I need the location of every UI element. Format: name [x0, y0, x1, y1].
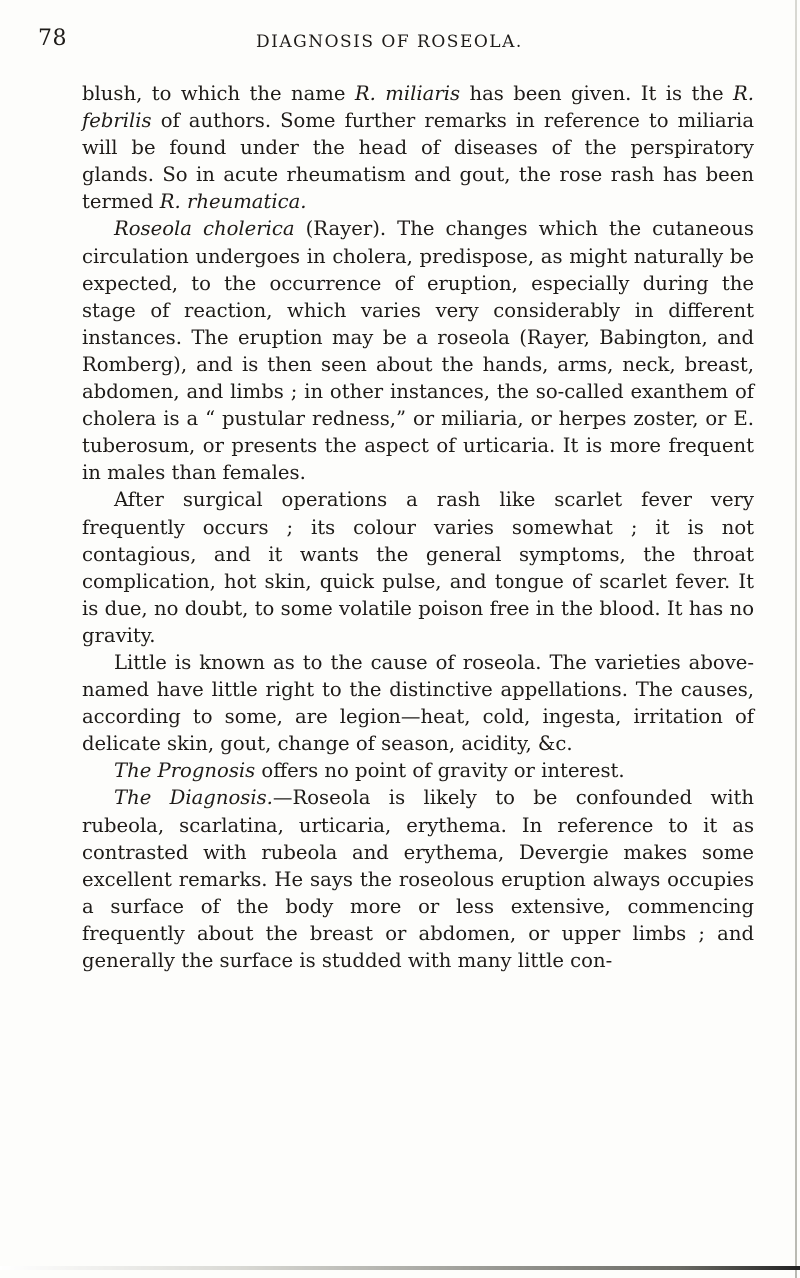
paragraph: [82, 80, 754, 215]
page-header: [38, 26, 758, 60]
text-run: has been given. It is the: [460, 82, 734, 105]
page-bottom-edge: [0, 1266, 800, 1270]
body-text: [82, 80, 754, 974]
paragraph: [82, 649, 754, 757]
page-number: 78: [38, 26, 67, 51]
italic-term: The Diagnosis.: [114, 786, 273, 810]
text-run: of authors. Some further remarks in reference to miliaria will be found under the head of diseases of the perspiratory glands. So in acute rheumatism and gout, the rose rash has been termed: [82, 109, 754, 214]
text-run: blush, to which the name: [82, 82, 355, 105]
text-run: (Rayer). The changes which the cutaneous circulation undergoes in cholera, predispose, as might naturally be expected, to the occurrence of eruption, especially during the stage of reaction, which varies very considerably in different instances. The eruption may be a roseola (Rayer, Babington, and Romberg), and is then seen about the hands, arms, neck, breast, abdomen, and limbs ; in other instances, the so-called exanthem of cholera is a “ pustular redness,” or miliaria, or herpes zoster, or E. tuberosum, or presents the aspect of urticaria. It is more frequent in males than females.: [82, 217, 754, 485]
text-run: —Roseola is likely to be confounded with rubeola, scarlatina, urticaria, erythema. In reference to it as contrasted with rubeola and erythema, Devergie makes some excellent remarks. He says the roseolous eruption always occupies a surface of the body more or less extensive, commencing frequently about the breast or abdomen, or upper limbs ; and generally the surface is studded with many little con-: [82, 786, 755, 972]
page-edge: [795, 0, 797, 1278]
italic-term: R. miliaris: [354, 82, 461, 105]
running-head: DIAGNOSIS OF ROSEOLA.: [256, 32, 523, 52]
paragraph: [82, 486, 754, 649]
italic-term: The Prognosis: [114, 759, 256, 783]
paragraph: [82, 784, 754, 974]
paragraph: [82, 757, 754, 784]
paragraph: [82, 215, 754, 486]
italic-term: R. rheumatica.: [159, 190, 307, 214]
text-run: After surgical operations a rash like scarlet fever very frequently occurs ; its colour varies somewhat ; it is not contagious, and it wants the general symptoms, the throat complication, hot skin, quick pulse, and tongue of scarlet fever. It is due, no doubt, to some volatile poison free in the blood. It has no gravity.: [82, 488, 754, 647]
italic-term: Roseola cholerica: [114, 217, 295, 241]
italic-term: R. febrilis: [82, 82, 754, 133]
text-run: Little is known as to the cause of roseola. The varieties above-named have little right to the distinctive appellations. The causes, according to some, are legion—heat, cold, ingesta, irritation of delicate skin, gout, change of season, acidity, &c.: [82, 650, 754, 756]
text-run: offers no point of gravity or interest.: [255, 759, 625, 783]
